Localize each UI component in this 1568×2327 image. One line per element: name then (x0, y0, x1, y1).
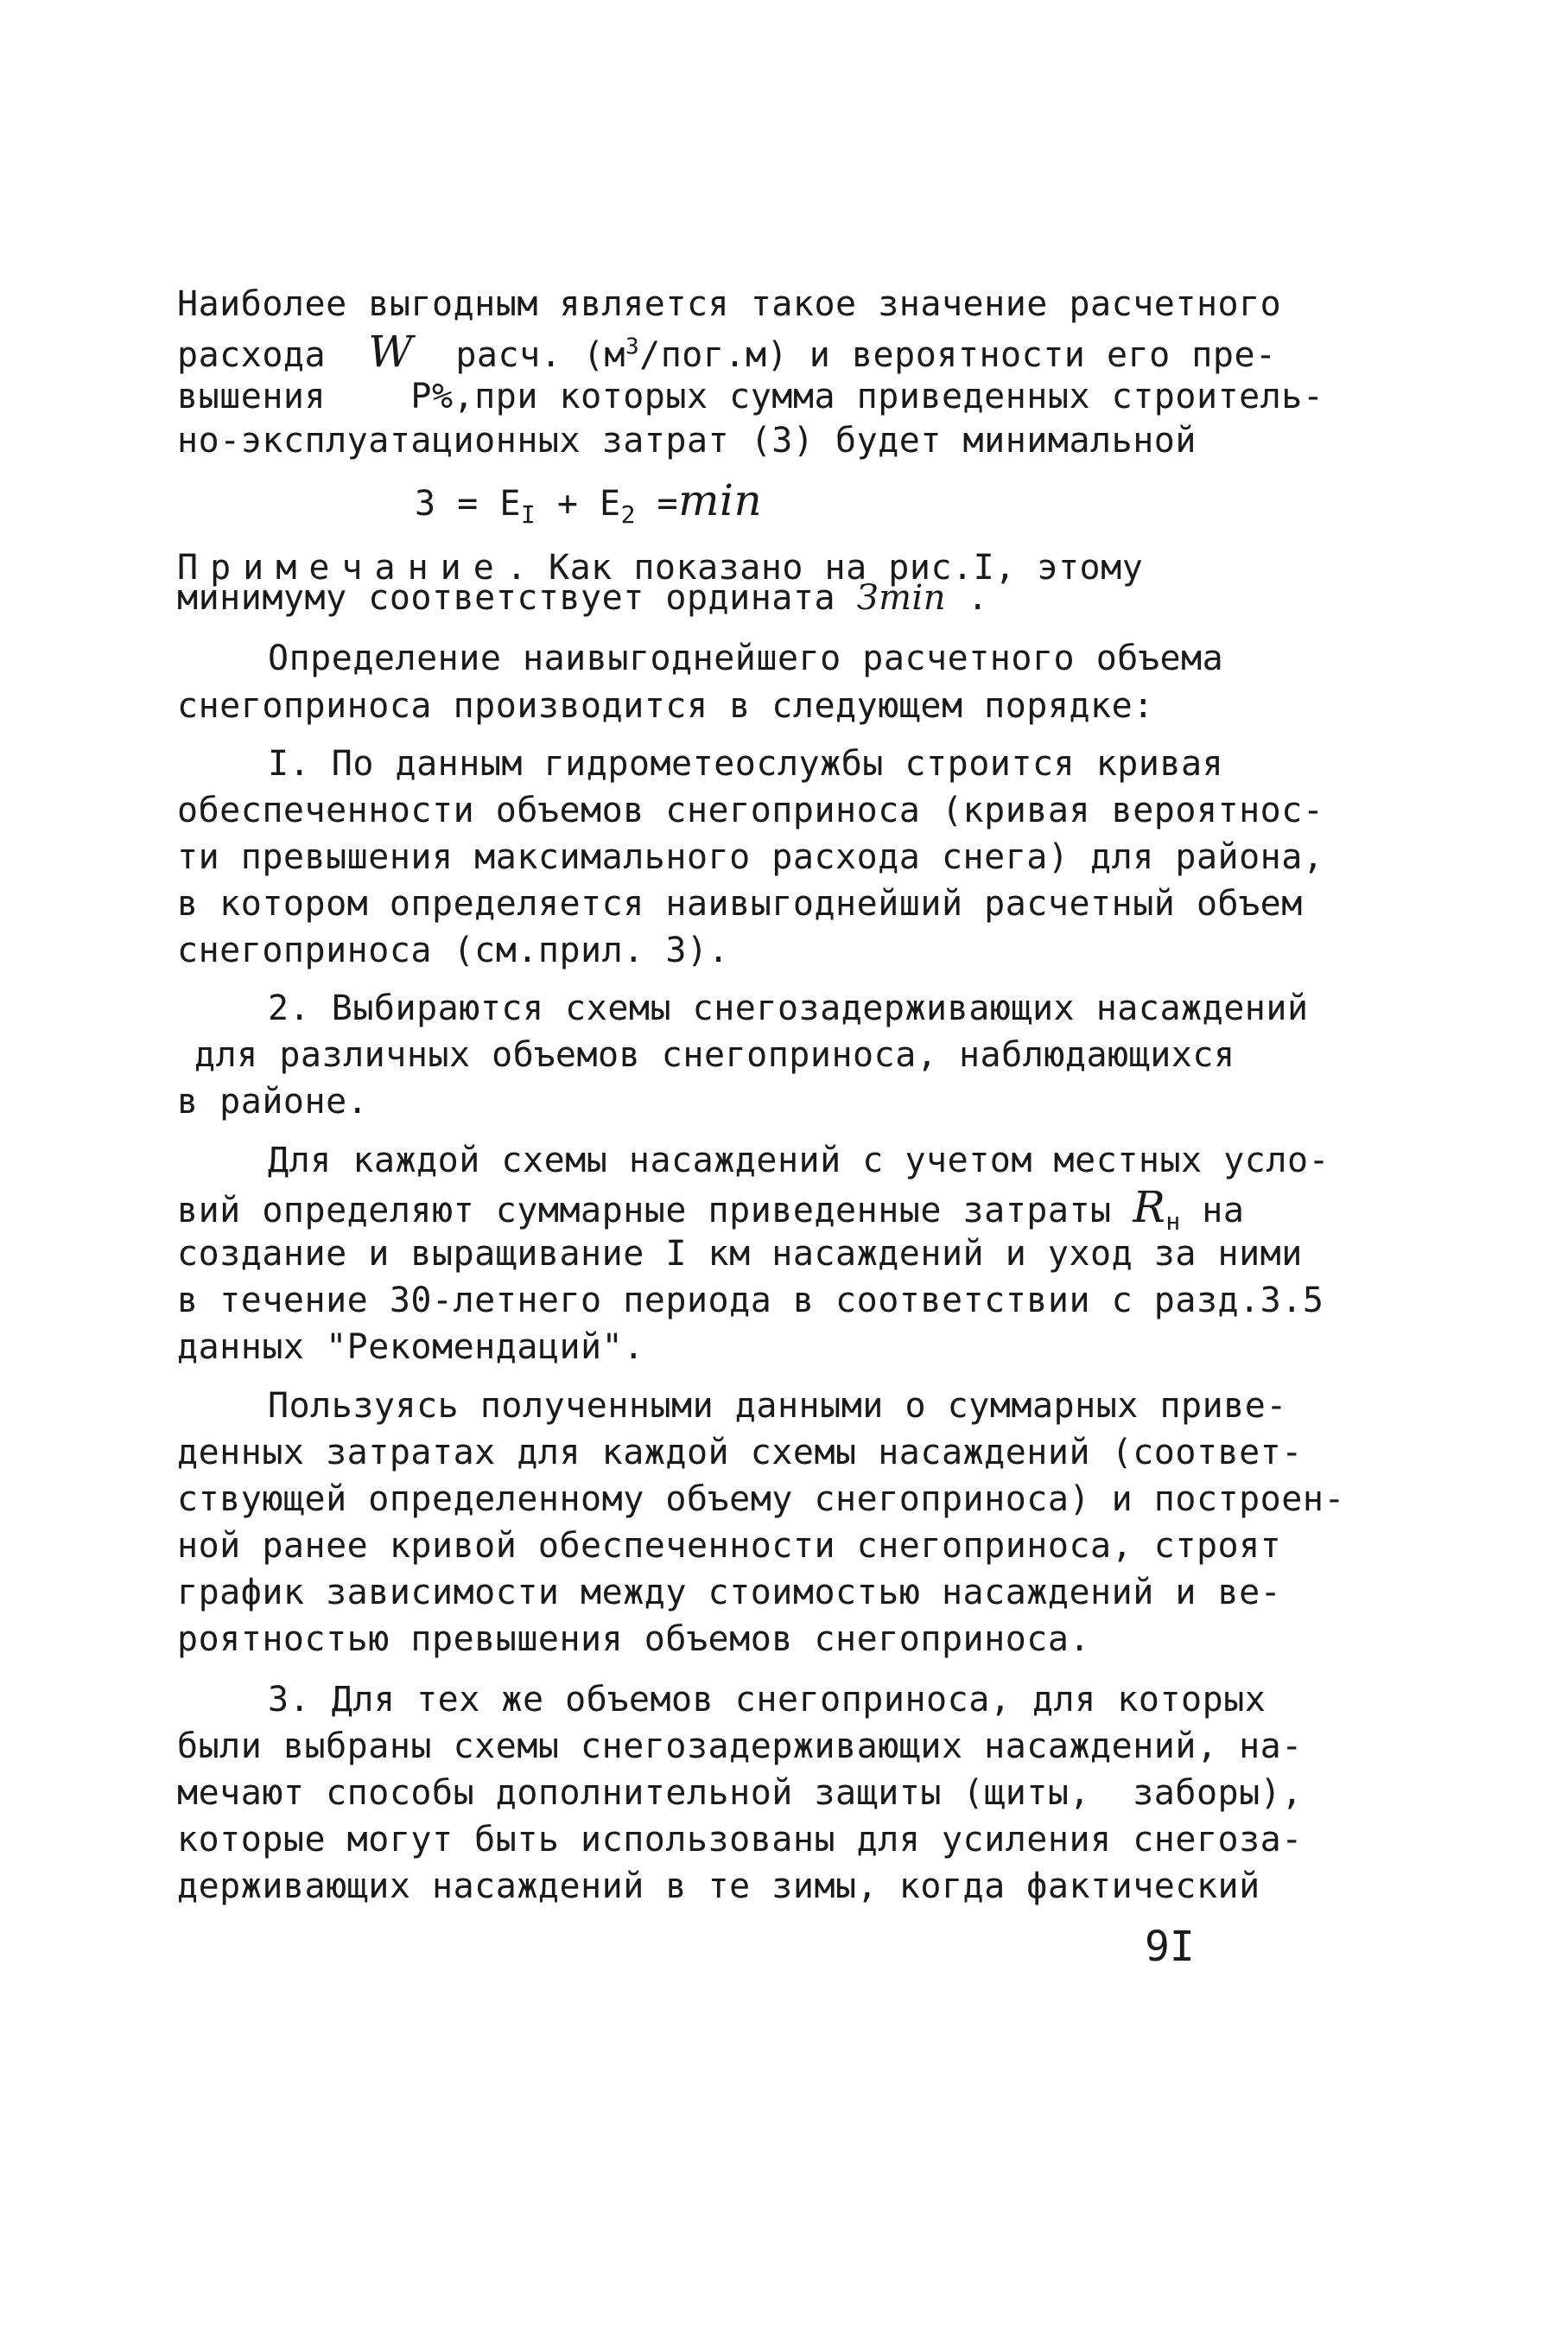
item-3-line-3: мечают способы дополнительной защиты (щиты, заборы), (177, 1773, 1303, 1813)
item-3-line-1: 3. Для тех же объемов снегоприноса, для которых (268, 1680, 1266, 1720)
r-symbol: R (1133, 1182, 1166, 1232)
item-3-line-5: держивающих насаждений в те зимы, когда фактический (177, 1866, 1260, 1906)
item-2-line-2: для различных объемов снегоприноса, наблюдающихся (194, 1035, 1235, 1075)
text-fragment: вышения (177, 377, 327, 416)
subscript-2: 2 (620, 500, 636, 529)
costs-line-5: данных "Рекомендаций". (177, 1327, 644, 1367)
costs-line-2 (177, 1184, 1244, 1234)
graph-line-3: ствующей определенному объему снегоприноса) и построен- (177, 1479, 1346, 1519)
item-2-line-3: в районе. (177, 1082, 369, 1122)
paragraph-1-line-4: но-эксплуатационных затрат (З) будет минимальной (177, 421, 1197, 461)
intro-line-1: Определение наивыгоднейшего расчетного объема (268, 639, 1224, 678)
costs-line-4: в течение 30-летнего периода в соответствии с разд.3.5 (177, 1281, 1324, 1320)
item-1-line-1: I. По данным гидрометеослужбы строится кривая (268, 744, 1224, 784)
paragraph-1-line-3 (177, 373, 1324, 420)
w-symbol: W (368, 327, 414, 377)
paragraph-1-line-2 (177, 328, 1277, 378)
subscript-1: I (520, 500, 536, 529)
note-line-2 (177, 575, 988, 621)
item-1-line-4: в котором определяется наивыгоднейший расчетный объем (177, 884, 1303, 924)
costs-line-1: Для каждой схемы насаждений с учетом местных усло- (268, 1141, 1330, 1180)
graph-line-5: график зависимости между стоимостью насаждений и ве- (177, 1573, 1282, 1612)
graph-line-6: роятностью превышения объемов снегоприноса. (177, 1619, 1091, 1659)
text-fragment: . Как показано на рис.I, этому (505, 548, 1144, 588)
item-1-line-5: снегоприноса (см.прил. 3). (177, 931, 730, 970)
item-3-line-2: были выбраны схемы снегозадерживающих насаждений, на- (177, 1726, 1303, 1766)
text-fragment: /пог.м) и вероятности его пре- (639, 335, 1277, 375)
costs-line-3: создание и выращивание I км насаждений и уход за ними (177, 1234, 1303, 1274)
item-1-line-2: обеспеченности объемов снегоприноса (кривая вероятнос- (177, 791, 1324, 830)
intro-line-2: снегоприноса производится в следующем порядке: (177, 686, 1154, 726)
graph-line-4: ной ранее кривой обеспеченности снегоприноса, строят (177, 1526, 1282, 1566)
formula-min: min (678, 475, 763, 525)
text-fragment: на (1180, 1191, 1245, 1230)
text-fragment: вий определяют суммарные приведенные затраты (177, 1191, 1112, 1230)
text-fragment: расхода (177, 335, 327, 375)
ordinate-zmin: Зmin (856, 578, 947, 618)
subscript-n: н (1165, 1207, 1181, 1236)
item-2-line-1: 2. Выбираются схемы снегозадерживающих насаждений (268, 989, 1309, 1028)
formula (415, 477, 762, 527)
formula-lhs: З = Е (415, 484, 521, 524)
text-fragment: расч. (м (455, 335, 625, 375)
item-3-line-4: которые могут быть использованы для усиления снегоза- (177, 1820, 1303, 1860)
formula-equals: = (635, 484, 679, 524)
graph-line-2: денных затратах для каждой схемы насаждений (соответ- (177, 1433, 1303, 1472)
text-fragment: . (946, 578, 989, 618)
item-1-line-3: ти превышения максимального расхода снега) для района, (177, 837, 1324, 877)
paragraph-1-line-1: Наиболее выгодным является такое значение расчетного (177, 284, 1282, 324)
graph-line-1: Пользуясь полученными данными о суммарных приве- (268, 1386, 1287, 1426)
note-label: Примечание (177, 548, 506, 588)
formula-plus: + Е (536, 484, 621, 524)
superscript-3: 3 (625, 334, 640, 360)
page-number: 9I (1145, 1923, 1195, 1971)
text-fragment: Р%,при которых сумма приведенных строитель- (410, 377, 1324, 416)
text-fragment: минимуму соответствует ордината (177, 578, 836, 618)
